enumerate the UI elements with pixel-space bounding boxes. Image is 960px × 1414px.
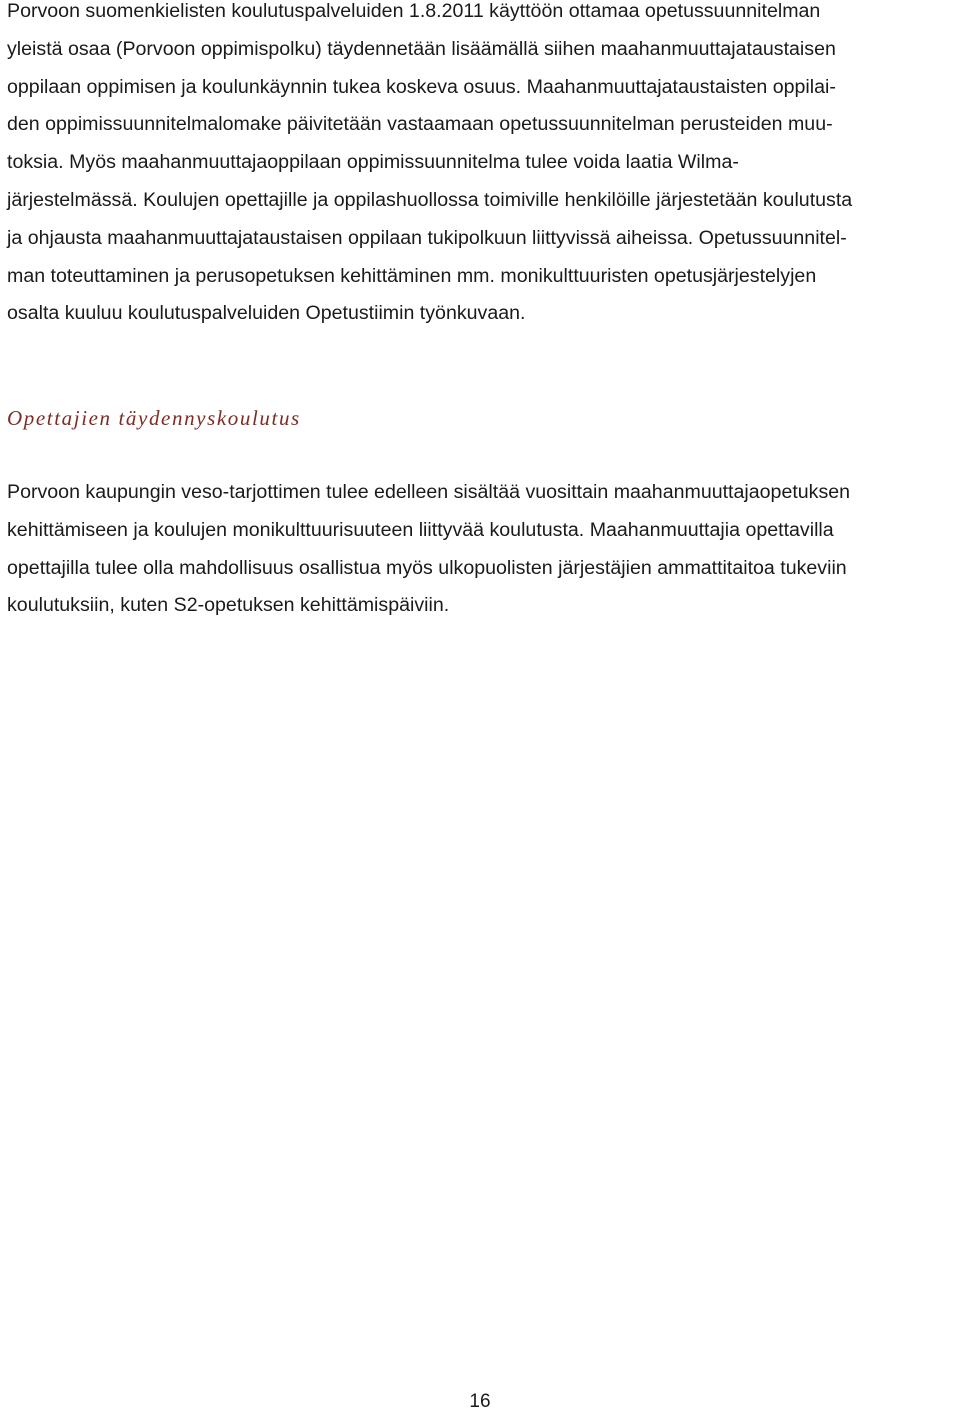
text-line: oppilaan oppimisen ja koulunkäynnin tukea koskeva osuus. Maahanmuuttajataustaisten oppilai- — [7, 75, 836, 98]
text-line: Porvoon kaupungin veso-tarjottimen tulee edelleen sisältää vuosittain maahanmuuttajaopetuksen — [7, 481, 851, 503]
text-line: den oppimissuunnitelmalomake päivitetään vastaamaan opetussuunnitelman perusteiden muu- — [7, 113, 833, 136]
paragraph-teacher-training — [7, 474, 957, 625]
text-line: yleistä osaa (Porvoon oppimispolku) täydennetään lisäämällä siihen maahanmuuttajataustaisen — [7, 37, 836, 60]
text-line: järjestelmässä. Koulujen opettajille ja oppilashuollossa toimiville henkilöille järjestetään koulutusta — [7, 188, 853, 211]
text-line: kehittämiseen ja koulujen monikulttuurisuuteen liittyvää koulutusta. Maahanmuuttajia opettavilla — [7, 518, 834, 541]
text-line: osalta kuuluu koulutuspalveluiden Opetustiimin työnkuvaan. — [7, 302, 526, 325]
text-line: Porvoon suomenkielisten koulutuspalveluiden 1.8.2011 käyttöön ottamaa opetussuunnitelman — [7, 0, 821, 22]
text-line: man toteuttaminen ja perusopetuksen kehittäminen mm. monikulttuuristen opetusjärjestelyjen — [7, 264, 817, 287]
paragraph-curriculum — [7, 0, 957, 333]
text-line: opettajilla tulee olla mahdollisuus osallistua myös ulkopuolisten järjestäjien ammattitaitoa tukeviin — [7, 556, 847, 579]
text-line: toksia. Myös maahanmuuttajaoppilaan oppimissuunnitelma tulee voida laatia Wilma- — [7, 151, 739, 174]
section-heading: Opettajien täydennyskoulutus — [7, 406, 301, 430]
text-line: koulutuksiin, kuten S2-opetuksen kehittämispäiviin. — [7, 594, 450, 617]
page-number: 16 — [469, 1391, 491, 1412]
text-line: ja ohjausta maahanmuuttajataustaisen oppilaan tukipolkuun liittyvissä aiheissa. Opetussuunnitel- — [7, 226, 847, 249]
